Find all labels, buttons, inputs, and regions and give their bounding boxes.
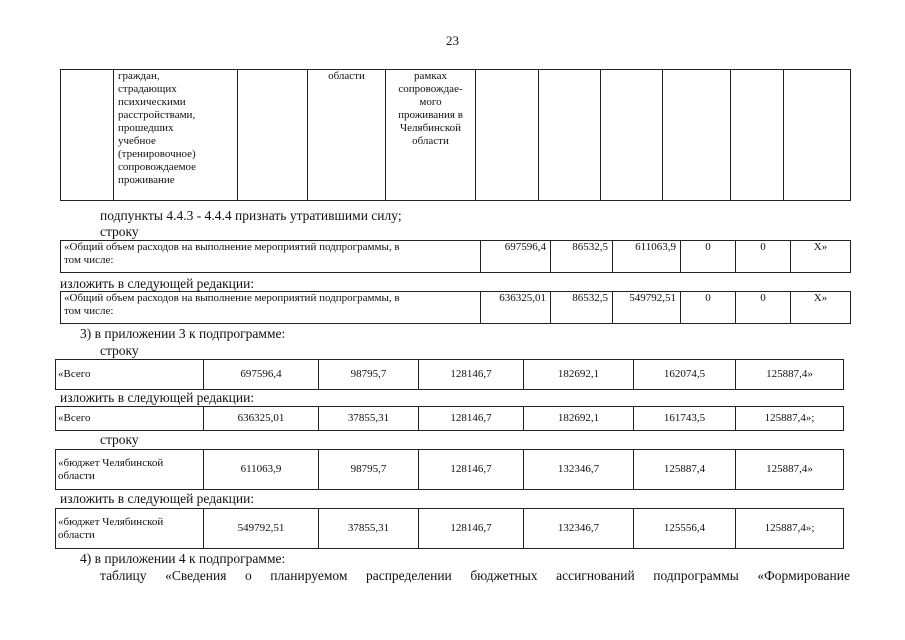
cell-line: «бюджет Челябинской (58, 456, 164, 469)
cell-line: том числе: (64, 305, 114, 317)
paragraph: 3) в приложении 3 к подпрограмме: (80, 326, 286, 341)
paragraph: изложить в следующей редакции: (60, 276, 255, 291)
table-cell: 98795,7 (319, 450, 419, 490)
table-cell (114, 70, 238, 201)
cell-line: расстройствами, (118, 109, 196, 121)
amendment-table-old (60, 240, 851, 273)
table-cell: 128146,7 (419, 450, 524, 490)
cell-line: области (58, 469, 95, 482)
row-label: «Всего (56, 360, 204, 390)
table-cell (539, 70, 601, 201)
table-cell: 182692,1 (524, 360, 634, 390)
table-cell: 37855,31 (319, 509, 419, 549)
table-cell: 98795,7 (319, 360, 419, 390)
table-cell: 125887,4» (736, 360, 844, 390)
row-label (56, 450, 204, 490)
paragraph: строку (100, 432, 139, 447)
table-cell: 182692,1 (524, 407, 634, 431)
row-label (56, 509, 204, 549)
paragraph: изложить в следующей редакции: (60, 390, 255, 405)
table-cell: 0 (736, 241, 791, 273)
table-cell: 86532,5 (551, 292, 613, 324)
page-number: 23 (446, 33, 459, 48)
table-cell: 125887,4» (736, 450, 844, 490)
cell-line: (тренировочное) (118, 148, 196, 160)
table-cell (238, 70, 308, 201)
table-cell: 128146,7 (419, 509, 524, 549)
table-cell: 0 (681, 241, 736, 273)
cell-line: «Общий объем расходов на выполнение мероприятий подпрограммы, в (64, 292, 400, 304)
appendix3-regional-old (55, 449, 844, 490)
cell-line: страдающих (118, 83, 177, 95)
table-cell: 549792,51 (613, 292, 681, 324)
table-cell (731, 70, 784, 201)
cell-line: проживание (118, 174, 175, 186)
row-label (61, 292, 481, 324)
table-cell: 37855,31 (319, 407, 419, 431)
table-cell (601, 70, 663, 201)
cell-line: Челябинской (399, 122, 461, 134)
cell-line: мого (419, 96, 442, 108)
cell-line: учебное (118, 135, 156, 147)
cell-line: рамках (414, 70, 447, 82)
table-cell: 636325,01 (481, 292, 551, 324)
table-cell: 128146,7 (419, 407, 524, 431)
cell-line: «бюджет Челябинской (58, 515, 164, 528)
table-cell (663, 70, 731, 201)
paragraph: изложить в следующей редакции: (60, 491, 255, 506)
appendix3-regional-new (55, 508, 844, 549)
table-cell: 86532,5 (551, 241, 613, 273)
appendix3-total-old (55, 359, 844, 390)
row-label (61, 241, 481, 273)
paragraph: таблицу «Сведения о планируемом распределении бюджетных ассигнований подпрограммы «Формирование (100, 568, 850, 583)
table-cell: 125887,4 (634, 450, 736, 490)
table-cell: 611063,9 (204, 450, 319, 490)
table-cell: 549792,51 (204, 509, 319, 549)
table-cell (476, 70, 539, 201)
cell-line: сопровождаемое (118, 161, 197, 173)
amendment-table-new (60, 291, 851, 324)
appendix3-total-new (55, 406, 844, 431)
cell-line: области (412, 135, 449, 147)
row-label: «Всего (56, 407, 204, 431)
table-cell (61, 70, 114, 201)
cell-line: граждан, (118, 70, 160, 82)
paragraph: 4) в приложении 4 к подпрограмме: (80, 551, 286, 566)
table-cell: 132346,7 (524, 509, 634, 549)
paragraph: подпункты 4.4.3 - 4.4.4 признать утратившими силу; (100, 208, 402, 223)
table-cell: 697596,4 (204, 360, 319, 390)
paragraph: строку (100, 343, 139, 358)
table-cell: 125556,4 (634, 509, 736, 549)
cell-line: психическими (118, 96, 186, 108)
table-cell: 132346,7 (524, 450, 634, 490)
continuation-table (60, 69, 851, 201)
table-cell: Х» (791, 241, 851, 273)
table-cell: 161743,5 (634, 407, 736, 431)
table-cell: 0 (736, 292, 791, 324)
table-cell: 128146,7 (419, 360, 524, 390)
table-cell: 125887,4»; (736, 509, 844, 549)
table-cell (784, 70, 851, 201)
cell-line: проживания в (398, 109, 463, 121)
cell-line: «Общий объем расходов на выполнение мероприятий подпрограммы, в (64, 241, 400, 253)
paragraph: строку (100, 224, 139, 239)
table-cell: 162074,5 (634, 360, 736, 390)
cell-line: сопровождае- (398, 83, 463, 95)
cell-line: области (58, 528, 95, 541)
table-cell: 697596,4 (481, 241, 551, 273)
cell-line: прошедших (118, 122, 174, 134)
table-cell: 636325,01 (204, 407, 319, 431)
table-cell (386, 70, 476, 201)
table-cell: области (308, 70, 386, 201)
table-cell: 125887,4»; (736, 407, 844, 431)
cell-line: том числе: (64, 254, 114, 266)
table-cell: 0 (681, 292, 736, 324)
table-cell: Х» (791, 292, 851, 324)
table-cell: 611063,9 (613, 241, 681, 273)
